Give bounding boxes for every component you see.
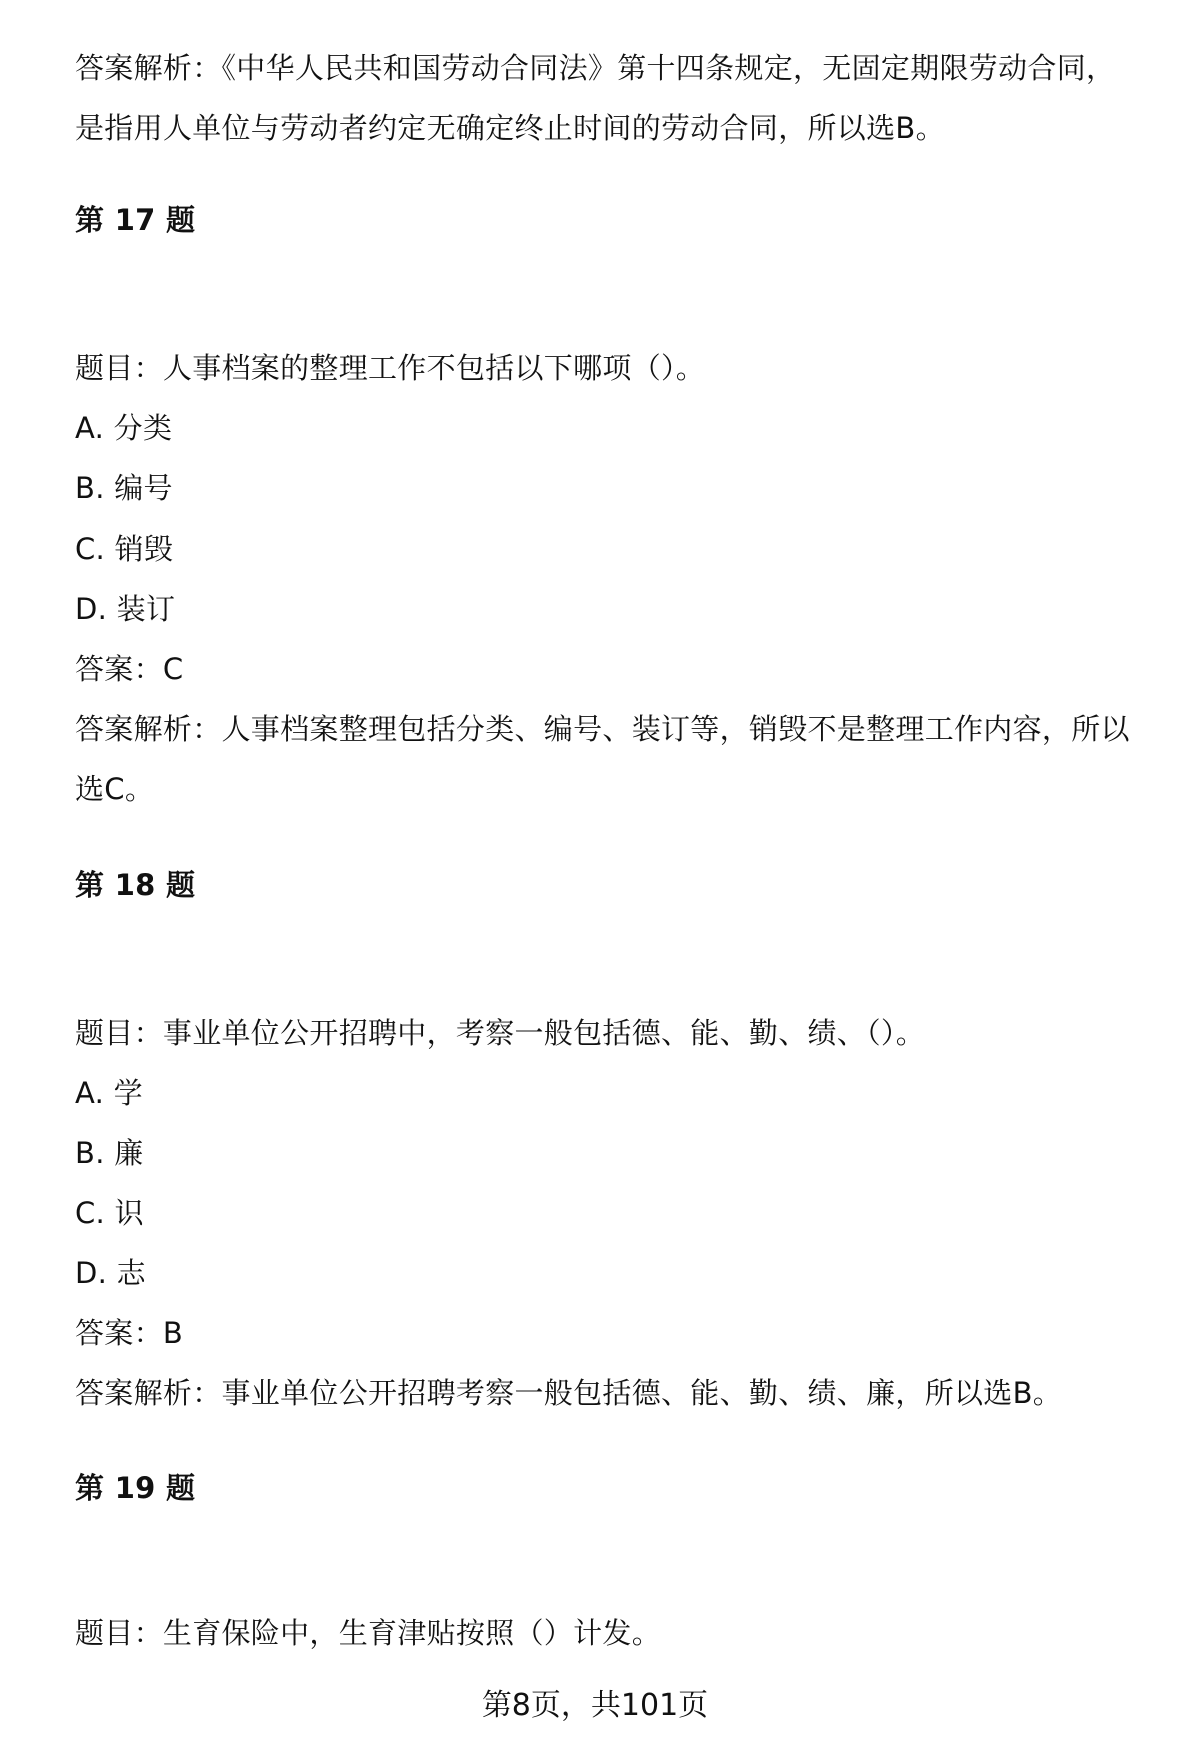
q17-answer: 答案：C: [75, 652, 184, 686]
q18-option-d: D. 志: [75, 1256, 146, 1290]
q17-analysis-line-2: 选C。: [75, 772, 155, 806]
q18-heading: 第 18 题: [75, 868, 196, 902]
q17-analysis-line-1: 答案解析：人事档案整理包括分类、编号、装订等，销毁不是整理工作内容，所以: [75, 712, 1130, 746]
q18-option-b: B. 廉: [75, 1136, 144, 1170]
q17-option-b: B. 编号: [75, 471, 173, 505]
intro-analysis-line-2: 是指用人单位与劳动者约定无确定终止时间的劳动合同，所以选B。: [75, 111, 945, 145]
q17-question: 题目：人事档案的整理工作不包括以下哪项（）。: [75, 351, 706, 385]
q19-heading: 第 19 题: [75, 1471, 196, 1505]
q19-question: 题目：生育保险中，生育津贴按照（）计发。: [75, 1616, 662, 1650]
q18-option-a: A. 学: [75, 1076, 143, 1110]
q17-option-d: D. 装订: [75, 592, 176, 626]
q18-question: 题目：事业单位公开招聘中，考察一般包括德、能、勤、绩、（）。: [75, 1016, 926, 1050]
q18-option-c: C. 识: [75, 1196, 144, 1230]
q18-analysis-line-1: 答案解析：事业单位公开招聘考察一般包括德、能、勤、绩、廉，所以选B。: [75, 1376, 1063, 1410]
q17-heading: 第 17 题: [75, 203, 196, 237]
intro-analysis-line-1: 答案解析：《中华人民共和国劳动合同法》第十四条规定，无固定期限劳动合同，: [75, 51, 1116, 85]
page-footer: 第8页，共101页: [481, 1688, 709, 1723]
q17-option-a: A. 分类: [75, 411, 173, 445]
q18-answer: 答案：B: [75, 1316, 184, 1350]
q17-option-c: C. 销毁: [75, 532, 174, 566]
